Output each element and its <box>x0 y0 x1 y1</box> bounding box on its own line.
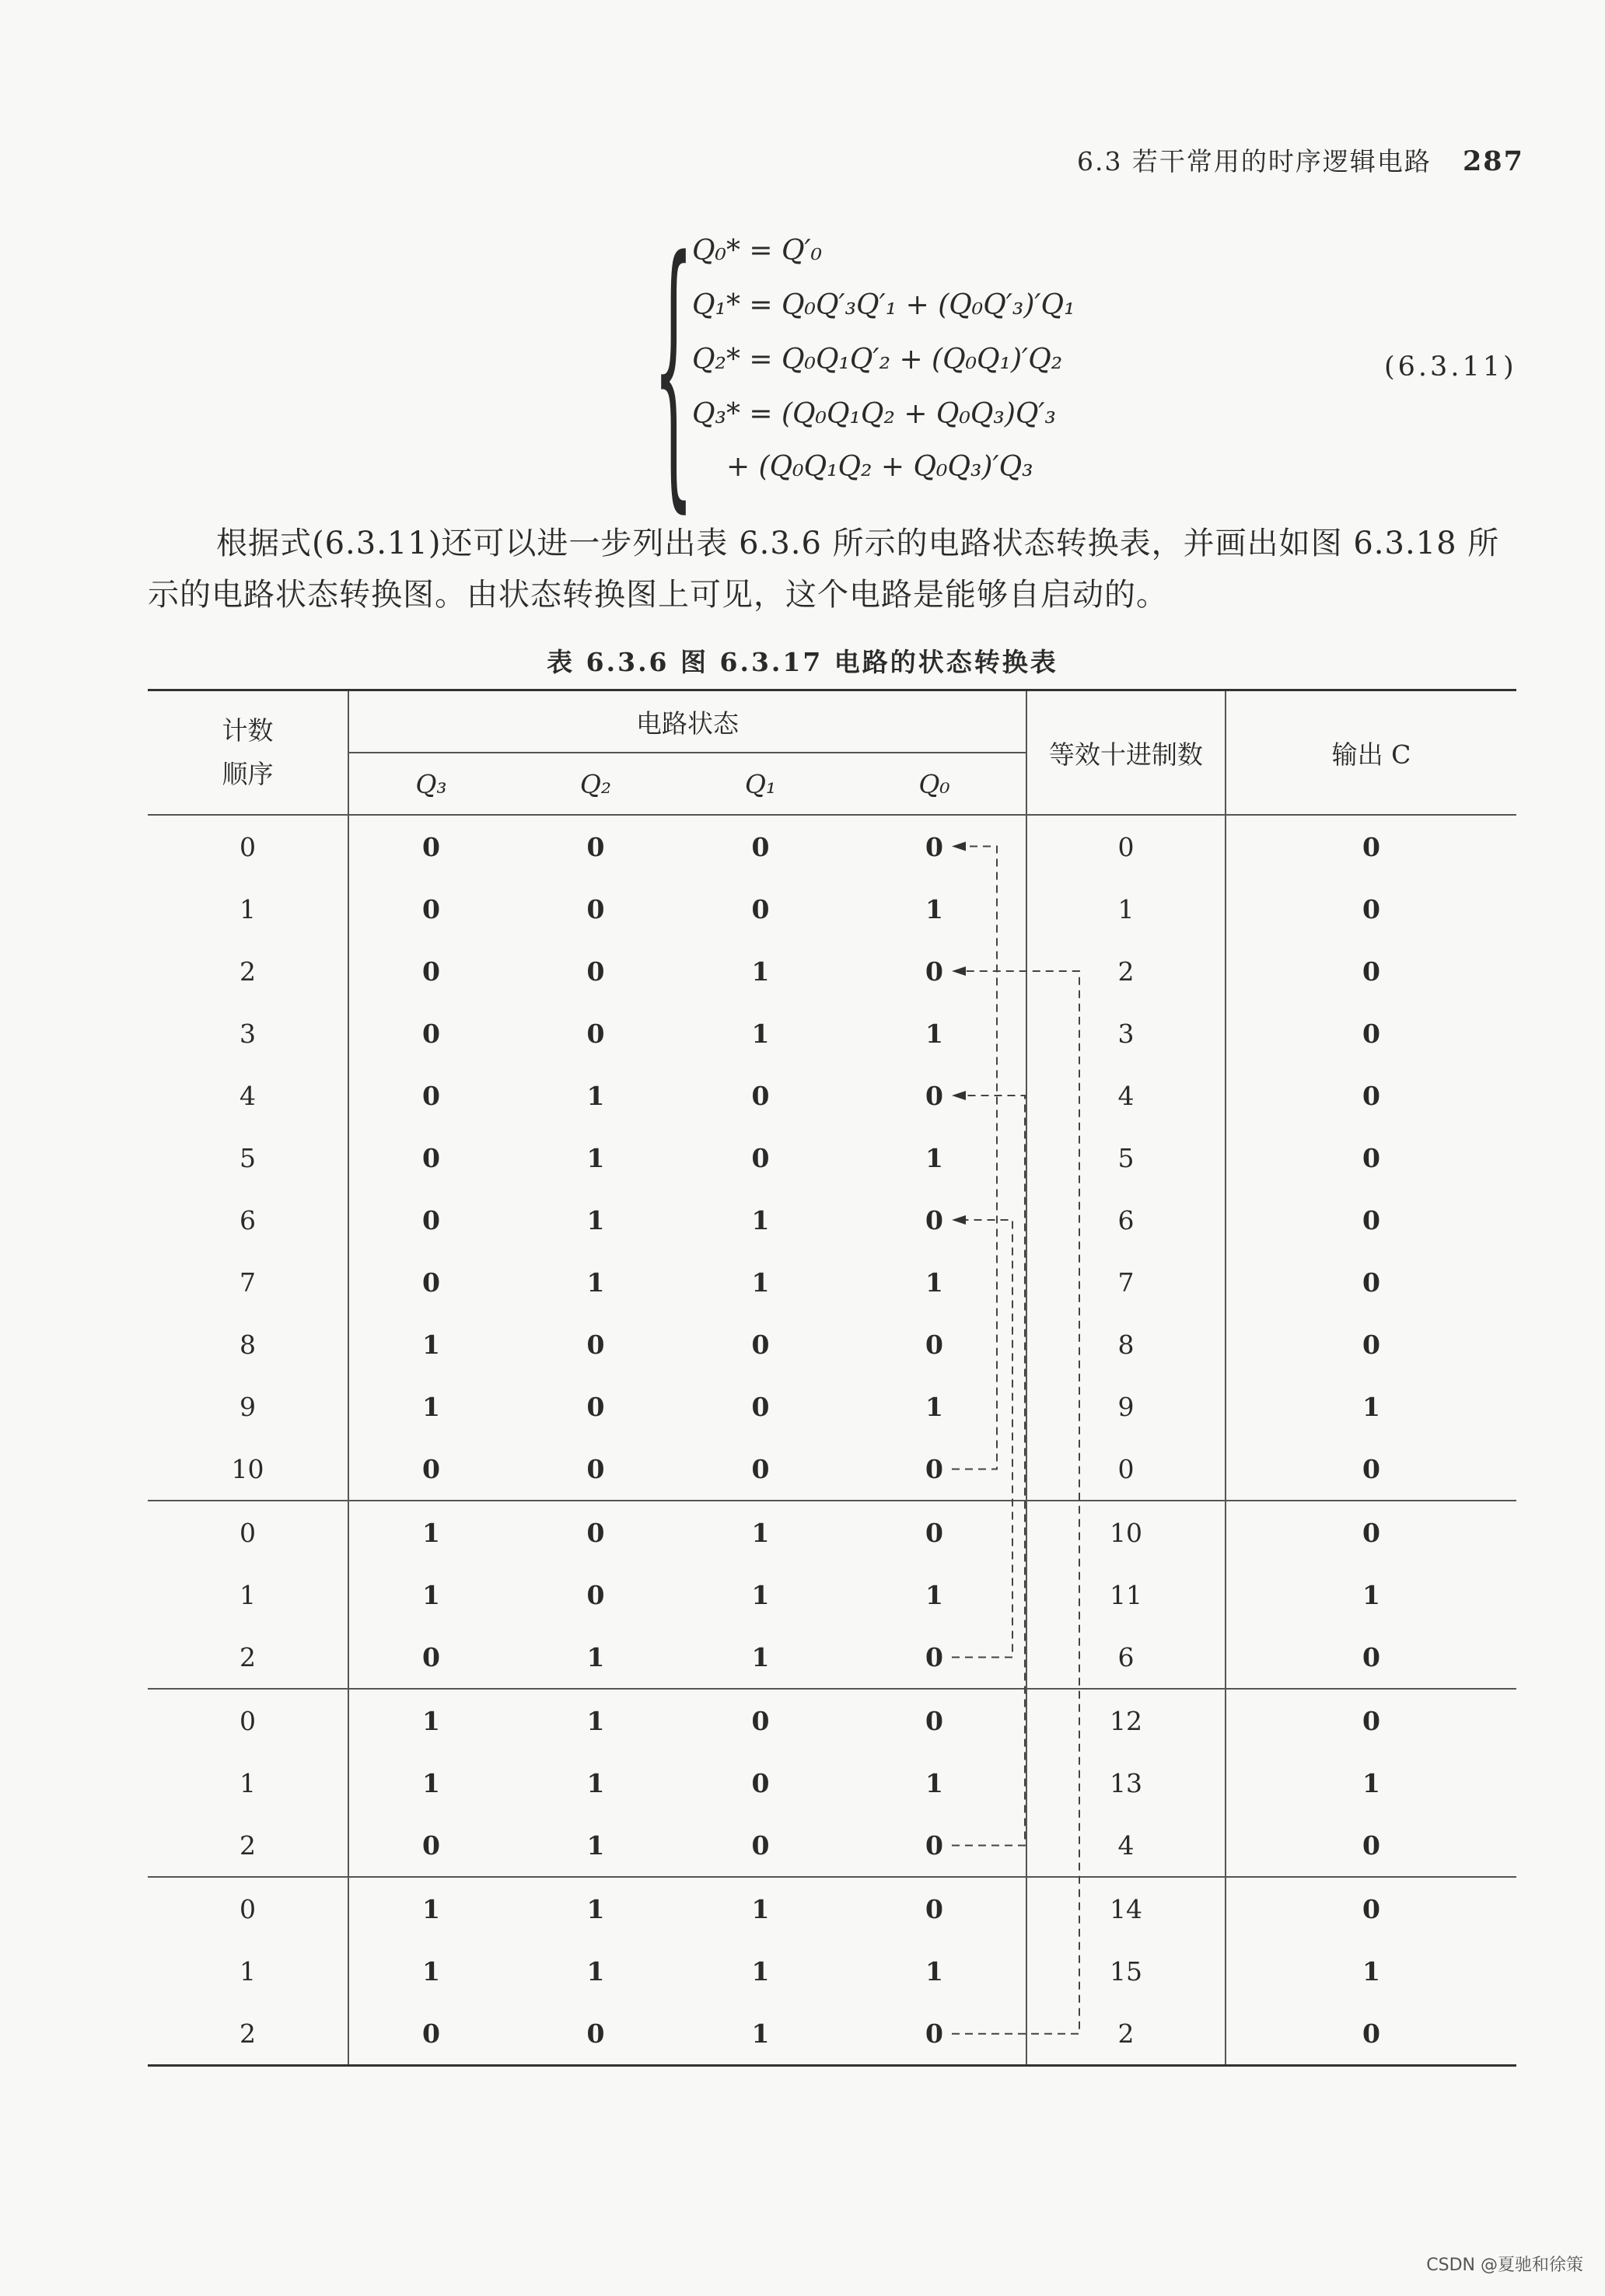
decimal-cell: 11 <box>1026 1564 1226 1626</box>
table-row <box>148 878 1516 940</box>
decimal-cell: 14 <box>1026 1877 1226 1940</box>
q2-cell: 0 <box>586 1579 605 1610</box>
output-cell: 0 <box>1226 815 1516 878</box>
q2-cell: 1 <box>513 1814 678 1877</box>
count-order-cell: 2 <box>240 956 256 987</box>
table-row <box>148 1564 1516 1626</box>
q1-cell: 1 <box>678 1626 843 1689</box>
q0-cell: 1 <box>925 1955 943 1987</box>
paragraph-line: 根据式(6.3.11)还可以进一步列出表 6.3.6 所示的电路状态转换表，并画出如图 6.3.18 所 <box>216 526 1500 561</box>
q1-cell: 0 <box>751 1329 770 1360</box>
decimal-cell: 2 <box>1026 2002 1226 2066</box>
running-header <box>0 142 1524 178</box>
q2-cell: 0 <box>513 1438 678 1501</box>
output-cell: 0 <box>1226 1877 1516 1940</box>
q0-header: Q₀ <box>843 753 1026 815</box>
q1-cell: 1 <box>751 1893 770 1924</box>
table-row <box>148 2002 1516 2066</box>
table-row <box>148 1940 1516 2002</box>
count-order-cell: 0 <box>240 1893 256 1924</box>
decimal-cell: 2 <box>1026 940 1226 1002</box>
output-cell: 0 <box>1226 2002 1516 2066</box>
equation-number: (6.3.11) <box>1384 351 1517 383</box>
q2-cell: 0 <box>513 2002 678 2066</box>
q2-cell: 1 <box>586 1142 605 1173</box>
q3-cell: 1 <box>348 1877 513 1940</box>
count-order-cell: 0 <box>240 1705 256 1736</box>
q2-cell: 0 <box>586 1391 605 1422</box>
table-row <box>148 1626 1516 1689</box>
count-order-label: 顺序 <box>222 759 274 789</box>
decimal-cell: 13 <box>1026 1752 1226 1814</box>
q3-cell: 0 <box>348 1438 513 1501</box>
q3-cell: 1 <box>348 1689 513 1752</box>
count-order-cell: 2 <box>148 2002 348 2066</box>
output-cell: 0 <box>1226 1002 1516 1064</box>
section-title: 6.3 若干常用的时序逻辑电路 <box>1076 146 1432 176</box>
output-cell: 0 <box>1226 1438 1516 1501</box>
table-row <box>148 1313 1516 1375</box>
q0-cell: 1 <box>925 1142 943 1173</box>
output-cell: 0 <box>1226 1689 1516 1752</box>
decimal-cell: 7 <box>1026 1251 1226 1313</box>
paragraph-line: 示的电路状态转换图。由状态转换图上可见，这个电路是能够自启动的。 <box>148 577 1168 613</box>
q0-cell: 0 <box>843 1438 1026 1501</box>
q3-cell: 0 <box>348 815 513 878</box>
count-order-cell: 10 <box>148 1438 348 1501</box>
state-table <box>148 689 1516 2067</box>
output-cell: 0 <box>1226 1501 1516 1564</box>
q0-cell: 1 <box>925 1267 943 1298</box>
q0-cell: 0 <box>925 1893 943 1924</box>
output-cell: 0 <box>1226 1127 1516 1189</box>
table-row <box>148 815 1516 878</box>
decimal-cell: 5 <box>1026 1127 1226 1189</box>
table-row <box>148 1689 1516 1752</box>
q1-header: Q₁ <box>678 753 843 815</box>
table-row <box>148 1501 1516 1564</box>
q1-cell: 0 <box>751 1391 770 1422</box>
q0-cell: 0 <box>925 956 943 987</box>
output-cell: 0 <box>1226 878 1516 940</box>
watermark: CSDN @夏驰和徐策 <box>1426 2256 1583 2275</box>
decimal-cell: 8 <box>1026 1313 1226 1375</box>
count-order-cell: 9 <box>240 1391 256 1422</box>
q3-cell: 1 <box>348 1313 513 1375</box>
q1-cell: 1 <box>751 1955 770 1987</box>
count-order-cell: 0 <box>240 831 256 862</box>
q2-cell: 0 <box>586 1517 605 1548</box>
q1-cell: 0 <box>751 893 770 924</box>
q2-cell: 1 <box>586 1080 605 1111</box>
decimal-cell: 9 <box>1026 1375 1226 1438</box>
count-order-cell: 6 <box>240 1204 256 1235</box>
q0-cell: 1 <box>925 1579 943 1610</box>
equation-line: Q₀* = Q′₀ <box>692 235 823 267</box>
output-cell: 0 <box>1226 1814 1516 1877</box>
q3-cell: 0 <box>348 1251 513 1313</box>
table-row <box>148 1064 1516 1127</box>
q2-cell: 1 <box>513 1626 678 1689</box>
q3-cell: 0 <box>348 1064 513 1127</box>
q2-cell: 1 <box>586 1267 605 1298</box>
table-row <box>148 1438 1516 1501</box>
decimal-cell: 4 <box>1026 1814 1226 1877</box>
q3-cell: 1 <box>348 1940 513 2002</box>
count-order-cell: 7 <box>240 1267 256 1298</box>
q2-cell: 1 <box>586 1705 605 1736</box>
q0-cell: 0 <box>925 1080 943 1111</box>
circuit-state-header: 电路状态 <box>348 690 1026 753</box>
q3-cell: 1 <box>348 1501 513 1564</box>
q2-cell: 0 <box>586 893 605 924</box>
decimal-cell: 15 <box>1026 1940 1226 2002</box>
output-cell: 1 <box>1226 1752 1516 1814</box>
q3-cell: 0 <box>348 1002 513 1064</box>
equation-line: Q₃* = (Q₀Q₁Q₂ + Q₀Q₃)Q′₃ <box>692 398 1056 430</box>
q1-cell: 0 <box>751 1142 770 1173</box>
table-caption: 表 6.3.6 图 6.3.17 电路的状态转换表 <box>547 647 1058 677</box>
q0-cell: 0 <box>925 1705 943 1736</box>
output-header: 输出 C <box>1226 690 1516 816</box>
decimal-cell: 0 <box>1026 815 1226 878</box>
q2-cell: 0 <box>586 831 605 862</box>
page-number: 287 <box>1462 145 1524 177</box>
count-order-cell: 5 <box>240 1142 256 1173</box>
q3-cell: 1 <box>348 1375 513 1438</box>
q2-cell: 0 <box>586 956 605 987</box>
q0-cell: 0 <box>843 1626 1026 1689</box>
q1-cell: 0 <box>751 831 770 862</box>
count-order-cell: 1 <box>240 1579 256 1610</box>
decimal-cell: 3 <box>1026 1002 1226 1064</box>
output-cell: 0 <box>1226 1313 1516 1375</box>
q0-cell: 0 <box>925 1329 943 1360</box>
table-row <box>148 940 1516 1002</box>
count-order-cell: 2 <box>148 1814 348 1877</box>
q1-cell: 1 <box>751 1267 770 1298</box>
q0-cell: 1 <box>925 1018 943 1049</box>
table-row <box>148 1189 1516 1251</box>
q3-cell: 1 <box>348 1752 513 1814</box>
q1-cell: 1 <box>678 2002 843 2066</box>
equation-line: + (Q₀Q₁Q₂ + Q₀Q₃)′Q₃ <box>726 451 1033 483</box>
q0-cell: 0 <box>925 831 943 862</box>
output-cell: 1 <box>1226 1564 1516 1626</box>
count-order-cell: 3 <box>240 1018 256 1049</box>
q0-cell: 1 <box>925 893 943 924</box>
q1-cell: 0 <box>751 1705 770 1736</box>
left-brace: { <box>653 200 694 536</box>
count-order-cell: 2 <box>148 1626 348 1689</box>
decimal-cell: 6 <box>1026 1626 1226 1689</box>
output-cell: 0 <box>1226 1064 1516 1127</box>
q1-cell: 0 <box>678 1814 843 1877</box>
decimal-cell: 10 <box>1026 1501 1226 1564</box>
table-row <box>148 1251 1516 1313</box>
q2-header: Q₂ <box>513 753 678 815</box>
table-row <box>148 1877 1516 1940</box>
count-order-cell: 4 <box>240 1080 256 1111</box>
table-row <box>148 1752 1516 1814</box>
q0-cell: 0 <box>843 2002 1026 2066</box>
decimal-cell: 4 <box>1026 1064 1226 1127</box>
equation-system <box>653 200 1089 536</box>
q2-cell: 1 <box>586 1955 605 1987</box>
q1-cell: 0 <box>678 1438 843 1501</box>
q0-cell: 0 <box>925 1204 943 1235</box>
q2-cell: 1 <box>586 1767 605 1798</box>
q2-cell: 0 <box>586 1329 605 1360</box>
table-row <box>148 1002 1516 1064</box>
decimal-cell: 0 <box>1026 1438 1226 1501</box>
count-order-cell: 8 <box>240 1329 256 1360</box>
q3-cell: 0 <box>348 878 513 940</box>
q0-cell: 0 <box>843 1814 1026 1877</box>
decimal-cell: 1 <box>1026 878 1226 940</box>
q1-cell: 1 <box>751 956 770 987</box>
q1-cell: 1 <box>751 1579 770 1610</box>
q3-cell: 0 <box>348 1189 513 1251</box>
output-cell: 0 <box>1226 940 1516 1002</box>
q1-cell: 1 <box>751 1018 770 1049</box>
output-cell: 1 <box>1226 1940 1516 2002</box>
q1-cell: 0 <box>751 1767 770 1798</box>
q1-cell: 0 <box>751 1080 770 1111</box>
equation-line: Q₂* = Q₀Q₁Q′₂ + (Q₀Q₁)′Q₂ <box>692 344 1063 376</box>
q0-cell: 1 <box>925 1391 943 1422</box>
q3-cell: 0 <box>348 1814 513 1877</box>
decimal-cell: 6 <box>1026 1189 1226 1251</box>
q3-cell: 0 <box>348 2002 513 2066</box>
count-order-cell: 0 <box>240 1517 256 1548</box>
count-order-cell: 1 <box>240 1767 256 1798</box>
q0-cell: 0 <box>925 1517 943 1548</box>
q3-cell: 1 <box>348 1564 513 1626</box>
table-row <box>148 1375 1516 1438</box>
output-cell: 0 <box>1226 1626 1516 1689</box>
q0-cell: 1 <box>925 1767 943 1798</box>
table-row <box>148 1814 1516 1877</box>
q3-header: Q₃ <box>348 753 513 815</box>
output-cell: 1 <box>1226 1375 1516 1438</box>
count-order-cell: 1 <box>240 893 256 924</box>
output-cell: 0 <box>1226 1189 1516 1251</box>
count-order-cell: 1 <box>240 1955 256 1987</box>
table-row <box>148 1127 1516 1189</box>
q1-cell: 1 <box>751 1517 770 1548</box>
q3-cell: 0 <box>348 1127 513 1189</box>
q2-cell: 0 <box>586 1018 605 1049</box>
q3-cell: 0 <box>348 940 513 1002</box>
q2-cell: 1 <box>586 1204 605 1235</box>
output-cell: 0 <box>1226 1251 1516 1313</box>
decimal-header: 等效十进制数 <box>1026 690 1226 816</box>
equation-line: Q₁* = Q₀Q′₃Q′₁ + (Q₀Q′₃)′Q₁ <box>692 289 1075 321</box>
decimal-cell: 12 <box>1026 1689 1226 1752</box>
q1-cell: 1 <box>751 1204 770 1235</box>
q2-cell: 1 <box>586 1893 605 1924</box>
count-order-header <box>148 690 348 816</box>
q3-cell: 0 <box>348 1626 513 1689</box>
count-order-label: 计数 <box>222 715 274 746</box>
